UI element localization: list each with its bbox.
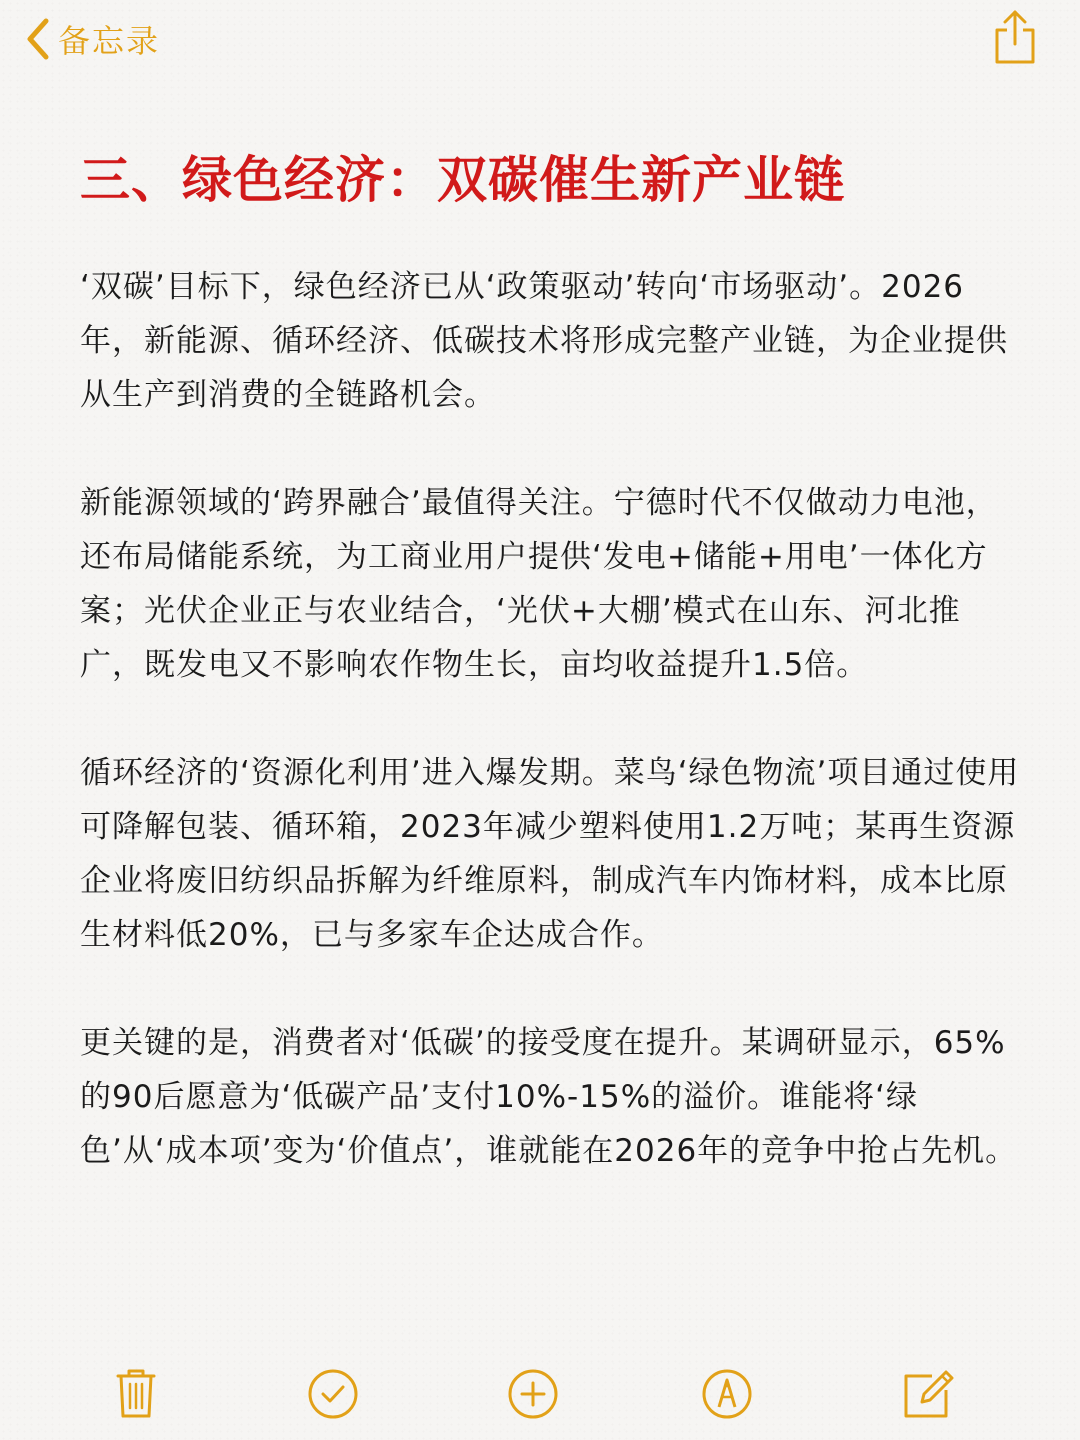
bottom-toolbar (0, 1350, 1080, 1440)
add-icon (503, 1362, 563, 1422)
note-paragraph: 循环经济的‘资源化利用’进入爆发期。菜鸟‘绿色物流’项目通过使用可降解包装、循环箱，2023年减少塑料使用1.2万吨；某再生资源企业将废旧纺织品拆解为纤维原料，制成汽车内饰材料，成本比原生材料低20%，已与多家车企达成合作。 (80, 755, 1020, 953)
note-paragraph: 更关键的是，消费者对‘低碳’的接受度在提升。某调研显示，65%的90后愿意为‘低碳产品’支付10%-15%的溢价。谁能将‘绿色’从‘成本项’变为‘价值点’，谁就能在2026年的竞争中抢占先机。 (80, 1025, 1018, 1169)
markup-icon (697, 1362, 757, 1422)
top-navigation-bar (0, 0, 1080, 80)
checklist-button[interactable] (303, 1362, 363, 1422)
share-icon (990, 51, 1040, 70)
share-button[interactable] (990, 6, 1040, 66)
compose-icon (898, 1362, 958, 1422)
checklist-icon (303, 1362, 363, 1422)
chevron-left-icon (24, 17, 52, 61)
back-label: 备忘录 (58, 22, 161, 60)
trash-icon (106, 1362, 166, 1422)
delete-button[interactable] (106, 1362, 166, 1422)
compose-button[interactable] (898, 1362, 958, 1422)
note-title: 三、绿色经济：双碳催生新产业链 (80, 151, 845, 209)
note-paragraph: ‘双碳’目标下，绿色经济已从‘政策驱动’转向‘市场驱动’。2026年，新能源、循环经济、低碳技术将形成完整产业链，为企业提供从生产到消费的全链路机会。 (80, 269, 1008, 413)
add-button[interactable] (503, 1362, 563, 1422)
markup-button[interactable] (697, 1362, 757, 1422)
note-paragraph: 新能源领域的‘跨界融合’最值得关注。宁德时代不仅做动力电池，还布局储能系统，为工商业用户提供‘发电+储能+用电’一体化方案；光伏企业正与农业结合，‘光伏+大棚’模式在山东、河北推广，既发电又不影响农作物生长，亩均收益提升1.5倍。 (80, 485, 998, 683)
back-button[interactable] (24, 14, 160, 64)
note-body[interactable] (80, 140, 1020, 1232)
